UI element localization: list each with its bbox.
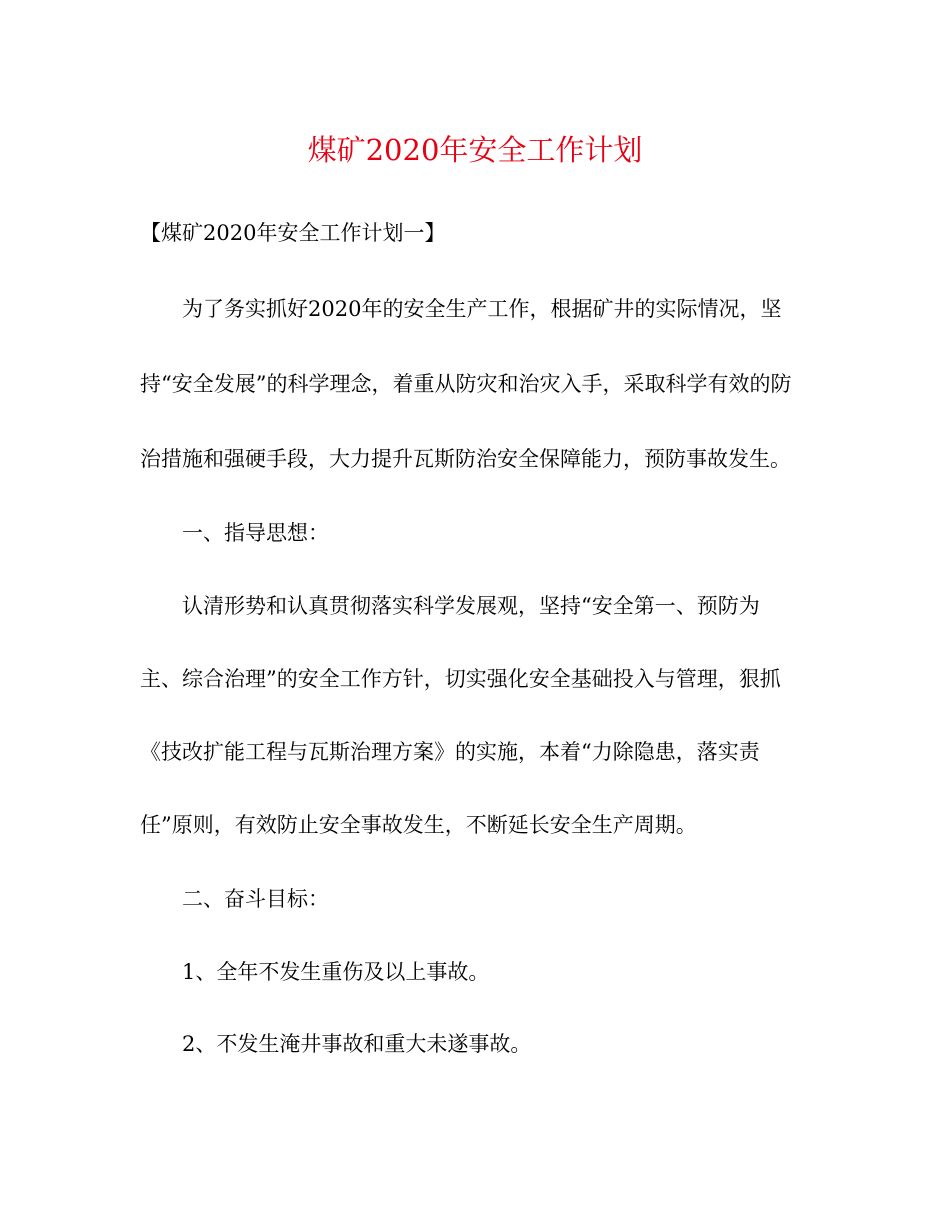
paragraph-line: 认清形势和认真贯彻落实科学发展观，坚持“安全第一、预防为 (182, 594, 760, 618)
section-heading-guiding-ideology: 一、指导思想： (182, 521, 329, 545)
paragraph-line: 《技改扩能工程与瓦斯治理方案》的实施，本着“力除隐患，落实责 (140, 740, 760, 764)
goal-item: 2、不发生淹井事故和重大未遂事故。 (182, 1032, 532, 1056)
paragraph-line: 为了务实抓好2020年的安全生产工作，根据矿井的实际情况，坚 (182, 297, 782, 321)
section-heading-plan-one: 【煤矿2020年安全工作计划一】 (140, 221, 446, 245)
paragraph-line: 持“安全发展”的科学理念，着重从防灾和治灾入手，采取科学有效的防 (140, 372, 792, 396)
goal-item: 1、全年不发生重伤及以上事故。 (182, 960, 490, 984)
document-title: 煤矿2020年安全工作计划 (307, 133, 643, 167)
paragraph-line: 任”原则，有效防止安全事故发生，不断延长安全生产周期。 (140, 813, 697, 837)
section-heading-goals: 二、奋斗目标： (182, 887, 329, 911)
paragraph-line: 主、综合治理”的安全工作方针，切实强化安全基础投入与管理，狠抓 (140, 667, 781, 691)
paragraph-line: 治措施和强硬手段，大力提升瓦斯防治安全保障能力，预防事故发生。 (140, 447, 791, 471)
